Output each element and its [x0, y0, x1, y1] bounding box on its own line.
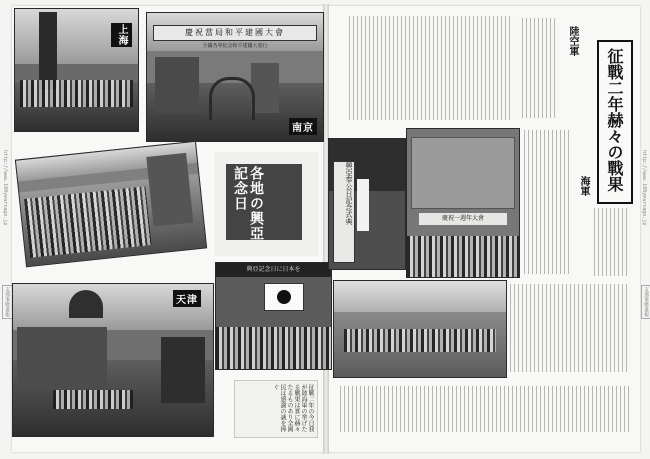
navy-heading: 海軍 — [578, 176, 589, 196]
vertical-sign: 興亞奉公日記念式典 — [333, 161, 355, 263]
stage-banner: 興亞記念日に日本を — [216, 263, 331, 277]
right-page-body-text — [508, 282, 632, 374]
center-title-area — [214, 152, 318, 256]
ceremony-stage-photo — [215, 262, 332, 370]
nanking-caption: 南京 — [289, 118, 317, 135]
gate-building-photo — [406, 128, 520, 278]
nanking-gate — [209, 77, 255, 120]
nanking-banner-subtitle: 全國各界紀念和平建國大遊行 — [202, 43, 268, 49]
left-side-url: http://www.100yearsago.jp — [2, 150, 8, 226]
right-side-note: 支那事變畫報 — [641, 285, 650, 319]
parade-ground-photo — [333, 280, 507, 378]
navy-article-column — [592, 206, 632, 278]
shanghai-photo — [14, 8, 139, 132]
hinomaru-flag — [264, 283, 304, 311]
navy-article-text — [522, 128, 572, 276]
tientsin-photo — [12, 283, 214, 437]
domed-building — [69, 290, 103, 318]
cheering-photo — [328, 138, 406, 270]
center-title: 各地の興亞記念日 — [232, 166, 264, 241]
shanghai-caption: 上海 — [111, 23, 132, 47]
memorial-shrine — [146, 153, 193, 227]
army-article-column — [520, 16, 560, 120]
army-air-heading: 陸空軍 — [567, 26, 578, 56]
nanking-banner: 慶祝當局和平建國大會 — [153, 25, 317, 41]
left-page-caption-text: 征戰二年の今日我が陸海軍の挙げたる戰果は實に赫々たるものあり全國民は感謝の誠を捧ぐ — [234, 380, 318, 438]
main-title: 征戰二年赫々の戰果 — [605, 48, 624, 192]
left-side-note: 支那事變畫報 — [2, 285, 13, 319]
nanking-photo — [146, 12, 324, 142]
main-title-box — [597, 40, 633, 204]
gate-sign: 慶祝一週年大會 — [419, 213, 507, 225]
right-side-url: http://www.100yearsago.jp — [641, 150, 647, 226]
army-article-text — [347, 14, 515, 122]
memorial-photo — [15, 141, 207, 267]
tientsin-caption: 天津 — [173, 290, 201, 307]
right-page-bottom-text — [338, 384, 632, 434]
